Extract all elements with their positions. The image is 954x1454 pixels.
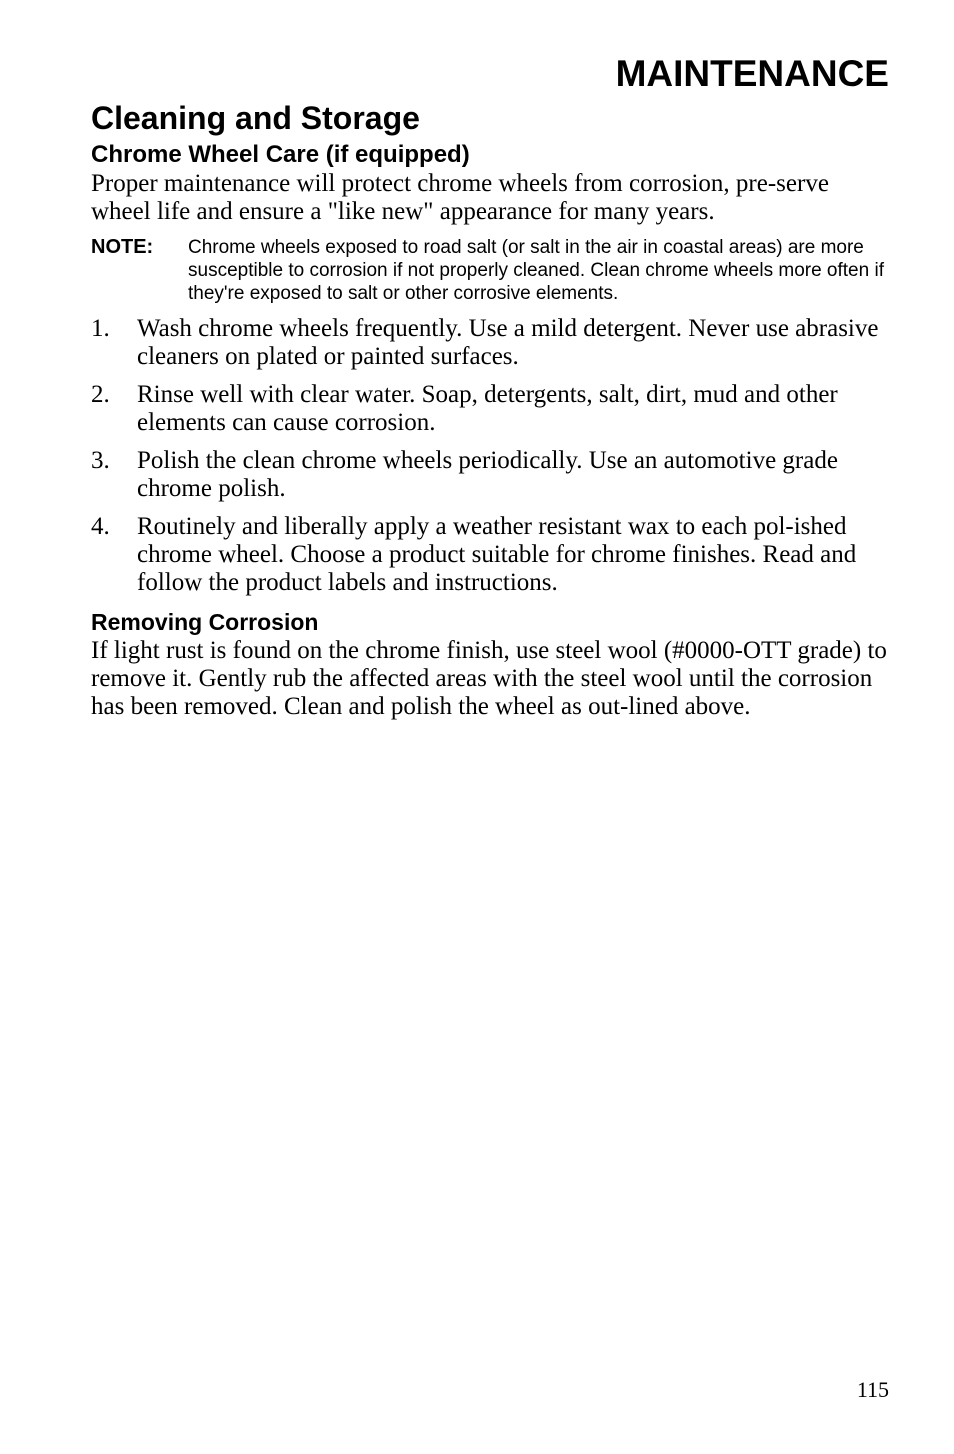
step-text: Routinely and liberally apply a weather resistant wax to each pol-ished chrome wheel. Choose a product suitable for chrome finishes. Read and follow the product labels and instructions.	[137, 513, 857, 596]
page-content	[91, 140, 889, 721]
chrome-care-intro: Proper maintenance will protect chrome wheels from corrosion, pre-serve wheel life and ensure a "like new" appearance for many years.	[91, 170, 829, 225]
step-item	[91, 315, 889, 371]
chrome-wheel-care-heading: Chrome Wheel Care (if equipped)	[91, 141, 470, 168]
note-block	[91, 236, 889, 305]
removing-corrosion-text: If light rust is found on the chrome finish, use steel wool (#0000-OTT grade) to remove it. Gently rub the affected areas with the steel wool until the corrosion has been removed. Clean and polish the wheel as out-lined above.	[91, 637, 887, 720]
step-item	[91, 381, 889, 437]
step-number: 1.	[91, 315, 110, 342]
step-number: 4.	[91, 513, 110, 540]
removing-corrosion-heading: Removing Corrosion	[91, 609, 319, 635]
page-number: 115	[856, 1377, 889, 1402]
note-label: NOTE:	[91, 236, 154, 258]
section-title: Cleaning and Storage	[91, 100, 420, 136]
chapter-heading: MAINTENANCE	[615, 53, 889, 94]
step-item	[91, 513, 889, 597]
note-text: Chrome wheels exposed to road salt (or salt in the air in coastal areas) are more susceptible to corrosion if not properly cleaned. Clean chrome wheels more often if they're exposed to salt or other corrosive elements.	[188, 237, 884, 304]
step-number: 2.	[91, 381, 110, 408]
cleaning-steps	[91, 315, 889, 597]
step-text: Wash chrome wheels frequently. Use a mild detergent. Never use abrasive cleaners on plated or painted surfaces.	[137, 315, 879, 370]
step-number: 3.	[91, 447, 110, 474]
step-text: Polish the clean chrome wheels periodically. Use an automotive grade chrome polish.	[137, 447, 838, 502]
step-text: Rinse well with clear water. Soap, detergents, salt, dirt, mud and other elements can cause corrosion.	[137, 381, 838, 436]
step-item	[91, 447, 889, 503]
